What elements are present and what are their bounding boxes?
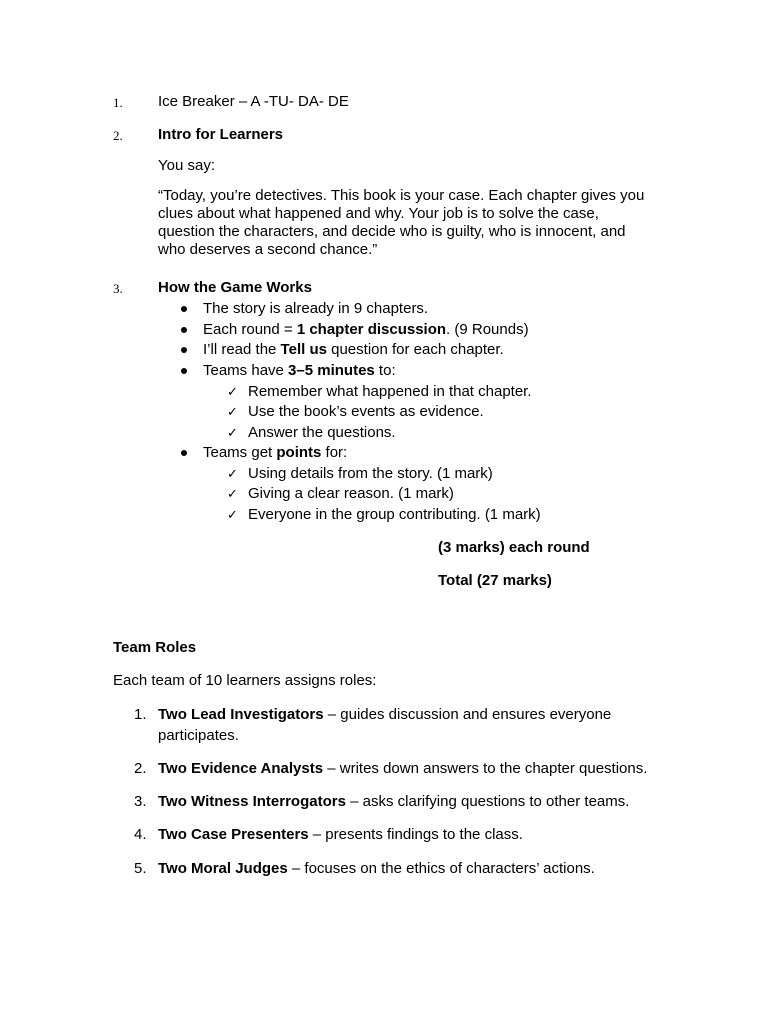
- role-item: Two Witness Interrogators – asks clarifying questions to other teams.: [158, 793, 630, 810]
- bullet-icon: [181, 450, 187, 456]
- checkmark-icon: ✓: [227, 507, 238, 522]
- checkmark-icon: ✓: [227, 466, 238, 481]
- checklist-item: Answer the questions.: [248, 424, 396, 441]
- marks-per-round: (3 marks) each round: [438, 539, 590, 556]
- checklist-item: Remember what happened in that chapter.: [248, 383, 532, 400]
- icebreaker-text: Ice Breaker – A -TU- DA- DE: [158, 93, 349, 110]
- section-title-intro: Intro for Learners: [158, 126, 284, 143]
- list-number: 2.: [113, 128, 123, 143]
- quote-line: clues about what happened and why. Your job is to solve the case,: [158, 205, 599, 222]
- role-number: 1.: [134, 706, 147, 723]
- checkmark-icon: ✓: [227, 404, 238, 419]
- role-number: 4.: [134, 826, 147, 843]
- role-number: 2.: [134, 760, 147, 777]
- checklist-item: Using details from the story. (1 mark): [248, 465, 493, 482]
- list-number: 3.: [113, 281, 123, 296]
- bullet-text: Teams get points for:: [203, 444, 348, 461]
- team-roles-heading: Team Roles: [113, 639, 197, 656]
- list-number: 1.: [113, 95, 123, 110]
- checklist-item: Use the book’s events as evidence.: [248, 403, 484, 420]
- role-number: 5.: [134, 860, 147, 877]
- checkmark-icon: ✓: [227, 486, 238, 501]
- quote-line: “Today, you’re detectives. This book is your case. Each chapter gives you: [158, 187, 645, 204]
- checklist-item: Everyone in the group contributing. (1 mark): [248, 506, 541, 523]
- bullet-icon: [181, 368, 187, 374]
- role-item: Two Case Presenters – presents findings to the class.: [158, 826, 523, 843]
- role-item-continuation: participates.: [158, 727, 239, 744]
- team-roles-intro: Each team of 10 learners assigns roles:: [113, 672, 377, 689]
- role-item: Two Lead Investigators – guides discussion and ensures everyone: [158, 706, 612, 723]
- quote-line: question the characters, and decide who is guilty, who is innocent, and: [158, 223, 626, 240]
- checklist-item: Giving a clear reason. (1 mark): [248, 485, 454, 502]
- bullet-icon: [181, 347, 187, 353]
- bullet-text: The story is already in 9 chapters.: [203, 300, 429, 317]
- checkmark-icon: ✓: [227, 384, 238, 399]
- role-item: Two Moral Judges – focuses on the ethics of characters’ actions.: [158, 860, 595, 877]
- quote-line: who deserves a second chance.”: [158, 241, 378, 258]
- checkmark-icon: ✓: [227, 425, 238, 440]
- bullet-text: I’ll read the Tell us question for each chapter.: [203, 341, 504, 358]
- bullet-icon: [181, 306, 187, 312]
- role-number: 3.: [134, 793, 147, 810]
- marks-total: Total (27 marks): [438, 572, 552, 589]
- intro-lead: You say:: [158, 157, 215, 174]
- bullet-text: Teams have 3–5 minutes to:: [203, 362, 396, 379]
- role-item: Two Evidence Analysts – writes down answers to the chapter questions.: [158, 760, 648, 777]
- section-title-game: How the Game Works: [158, 279, 312, 296]
- bullet-icon: [181, 327, 187, 333]
- bullet-text: Each round = 1 chapter discussion. (9 Rounds): [203, 321, 529, 338]
